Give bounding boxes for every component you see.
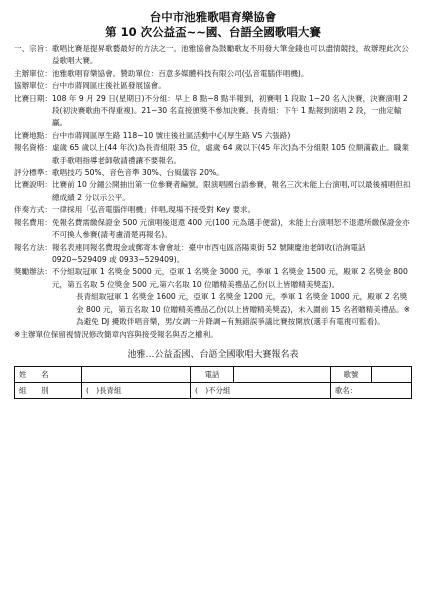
association-title: 台中市池雅歌唱育樂協會: [149, 10, 277, 24]
song-number-label: 歌號: [331, 366, 372, 382]
section-awards: [14, 266, 412, 291]
section-label: 報名資格：: [14, 143, 52, 153]
section-text: 池雅歌唱育樂協會。贊助單位：百意多媒體科技有限公司(弘音電腦伴唱機)。: [51, 68, 309, 78]
awards-open-text: 不分組取冠軍 1 名獎金 5000 元，亞軍 1 名獎金 3000 元，季軍 1 名獎金 1500 元，殿軍 2 名獎金 800 元，第五名取 5 位獎金 500 元,第六名取 10 位贈精美禮品乙份(以上皆贈精美獎盃)。: [51, 267, 408, 289]
section-text: 虛歲 65 歲以上(44 年次)為長青組限 35 位，虛歲 64 歲以下(45 年次)為不分組限 105 位額滿截止。職業歌手歌唱指導老師敬請禮讓不要報名。: [51, 143, 409, 165]
section-label: 伴奏方式：: [14, 205, 52, 215]
section-label: 比賽說明：: [14, 180, 52, 190]
section-text: 歌唱技巧 50%、音色音準 30%、台風儀容 20%。: [51, 168, 224, 178]
footnote: ※主辦單位保留視情況修改簡章內容與接受報名與否之權利。: [14, 330, 218, 340]
section-text: 台中市蔣岡區厚生路 118~10 號庄後社區活動中心(厚生路 VS 六張路): [51, 130, 291, 140]
section-label: 一、宗旨：: [14, 44, 52, 53]
section-text: 免報名費需繳保證金 500 元演唱後退還 400 元(100 元為選手便當)，未能上台演唱恕不退還所繳保證金亦不可換人參賽(請考慮清楚再報名)。: [51, 217, 410, 240]
section-text: 108 年 9 月 29 日(星期日)不分組：早上 8 點~8 點半報到，初賽唱 1 段取 1~20 名入決賽，決賽演唱 2 段(初決賽歌曲不得重複)。21~30 名直接頒獎不參加決賽。長青組：下午 1 點報到演唱 2 段，一曲定輸贏。: [51, 93, 408, 128]
phone-field[interactable]: [234, 366, 331, 382]
section-label: 報名費用：: [14, 217, 52, 227]
awards-senior-text: 長青組取冠軍 1 名獎金 1600 元，亞軍 1 名獎金 1200 元，季軍 1 名獎金 1000 元，殿軍 2 名獎金 800 元，第五名取 10 位贈精美禮品乙份(以上皆贈精美獎盃)，未入圍前 15 名者贈精美禮品。※為避免 DJ 擾敗伴唱音樂，男/女調一升降調~有無錯誤爭議比賽按開放(選手有電視可監看)。: [76, 292, 410, 326]
section-label: 協辦單位：: [14, 81, 52, 91]
section-label: 主辦單位：: [14, 68, 52, 78]
section-text: 比賽前 10 分鐘公開抽出第一位參賽者編號。限演唱國台語參賽，報名三次未能上台演唱,可以最後補唱但扣總成績 2 分以示公平。: [51, 180, 411, 202]
section-eligibility: [14, 142, 412, 167]
section-co-organizer: [14, 80, 412, 92]
flyer: [14, 10, 412, 399]
section-label: 評分標準：: [14, 168, 52, 178]
section-venue: [14, 130, 412, 142]
section-label: 比賽地點：: [14, 130, 52, 140]
section-text: 一律採用「弘音電腦伴唱機」伴唱,現場不接受對 Key 要求。: [51, 205, 256, 215]
section-label: 比賽日期：: [14, 93, 52, 103]
section-text: 歌唱比賽是提昇歌藝最好的方法之一。池雅協會為鼓勵歌友不用發大筆金錢也可以盡情競技，故辦理此次公益歌唱大賽。: [51, 44, 409, 66]
group-label: 組 別: [15, 382, 82, 398]
section-registration: [14, 242, 412, 267]
song-name-field[interactable]: 歌名：: [331, 382, 412, 398]
section-text: 報名表連同報名費現金或郵寄本會會址：臺中市西屯區洛陽東街 52 號陳慶池老師收(洽詢電話 0920~529409 或 0933~529409)。: [51, 242, 366, 264]
open-option[interactable]: ( )不分組: [191, 382, 331, 398]
section-label: 報名方法：: [14, 242, 52, 252]
song-number-field[interactable]: [372, 366, 412, 382]
contest-title: 第 10 次公益盃~~國、台語全國歌唱大賽: [105, 25, 321, 39]
section-label: 獎勵辦法：: [14, 267, 52, 277]
phone-label: 電話: [191, 366, 234, 382]
senior-option[interactable]: ( )長青組: [82, 382, 191, 398]
section-fee: [14, 217, 412, 242]
section-rules: [14, 179, 412, 204]
sections: [14, 43, 412, 328]
name-field[interactable]: [82, 366, 191, 382]
section-scoring: [14, 167, 412, 179]
registration-form: [14, 366, 412, 399]
form-title: 池雅…公益盃國、台語全國歌唱大賽報名表: [127, 349, 299, 360]
section-purpose: [14, 43, 412, 68]
section-text: 台中市蔣岡區庄後社區發展協會。: [51, 81, 166, 91]
section-date: [14, 93, 412, 130]
section-organizer: [14, 68, 412, 80]
name-label: 姓 名: [15, 366, 82, 382]
section-accompaniment: [14, 204, 412, 216]
